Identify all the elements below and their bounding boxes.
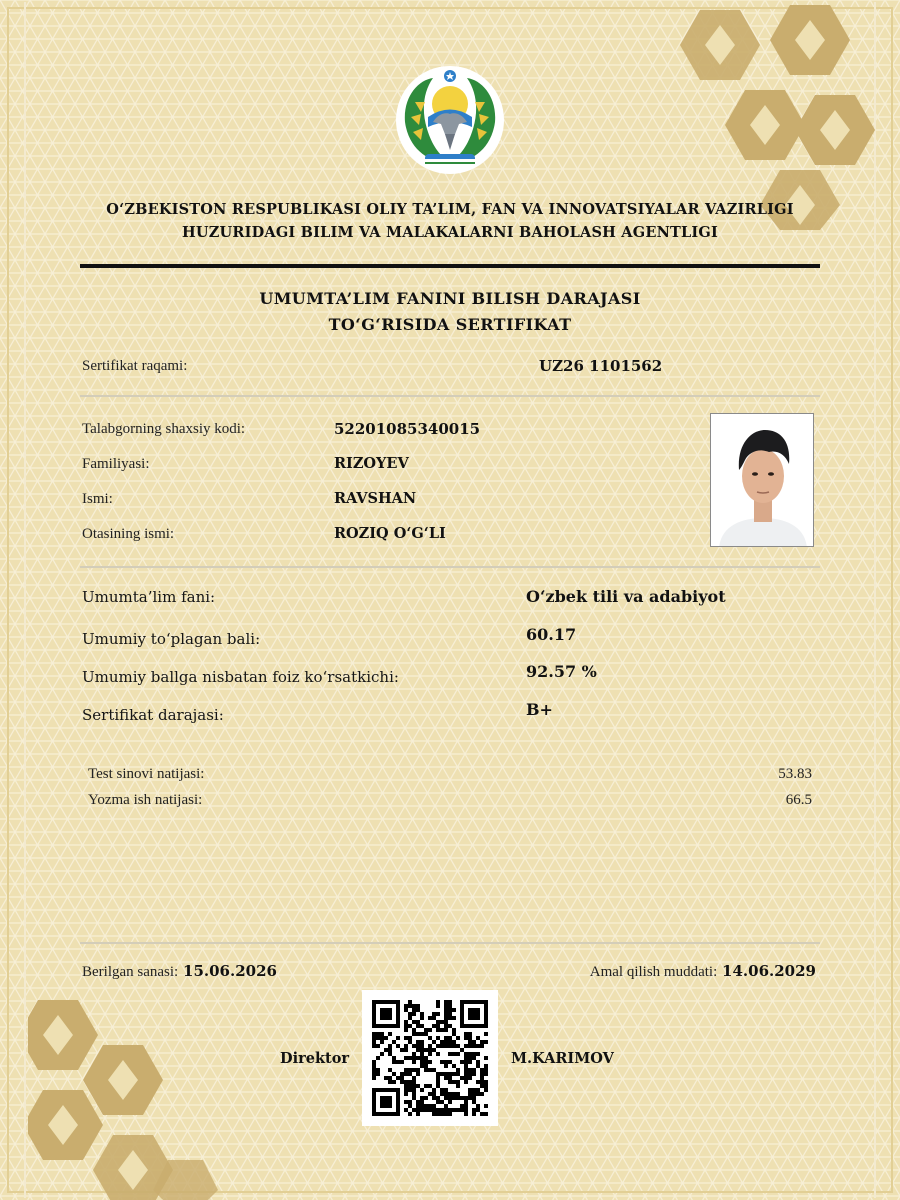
percent-value: 92.57 % (526, 662, 597, 681)
written-result-value: 66.5 (785, 792, 812, 808)
director-title: Direktor (280, 1050, 350, 1067)
written-result-label: Yozma ish natijasi: (88, 792, 203, 808)
name-label: Ismi: (82, 491, 113, 507)
test-result-value: 53.83 (778, 766, 812, 782)
name-value: RAVSHAN (334, 490, 417, 507)
certificate-number-label: Sertifikat raqami: (82, 358, 188, 374)
valid-until (590, 962, 816, 981)
patronymic-value: ROZIQ O‘G‘LI (334, 525, 446, 542)
director-name: M.KARIMOV (511, 1050, 614, 1067)
header-divider (80, 264, 820, 268)
corner-ornament-top-right (640, 0, 880, 230)
divider (80, 942, 820, 944)
divider (80, 566, 820, 568)
ministry-header-line2: HUZURIDAGI BILIM VA MALAKALARNI BAHOLASH AGENTLIGI (182, 224, 718, 241)
subject-value: O‘zbek tili va adabiyot (526, 587, 726, 606)
total-score-value: 60.17 (526, 625, 577, 644)
certificate-title-line2: TO‘G‘RISIDA SERTIFIKAT (328, 315, 572, 334)
ministry-header (60, 198, 840, 244)
certificate-number: UZ26 1101562 (539, 357, 663, 375)
surname-value: RIZOYEV (334, 455, 409, 472)
qr-code (362, 990, 498, 1126)
issued-date-label: Berilgan sanasi: (82, 964, 179, 980)
percent-label: Umumiy ballga nisbatan foiz ko‘rsatkichi: (82, 668, 399, 686)
issued-date (82, 962, 277, 981)
pin-value: 52201085340015 (334, 420, 481, 438)
state-emblem-logo (393, 62, 507, 176)
patronymic-label: Otasining ismi: (82, 526, 175, 542)
level-label: Sertifikat darajasi: (82, 706, 224, 724)
applicant-photo (710, 413, 814, 547)
test-result-label: Test sinovi natijasi: (88, 766, 205, 782)
total-score-label: Umumiy to‘plagan bali: (82, 630, 261, 648)
issued-date-value: 15.06.2026 (183, 962, 277, 980)
divider (80, 395, 820, 397)
certificate-title (150, 286, 750, 338)
subject-label: Umumta’lim fani: (82, 588, 216, 606)
pin-label: Talabgorning shaxsiy kodi: (82, 421, 246, 437)
corner-ornament-bottom-left (28, 990, 228, 1200)
valid-until-label: Amal qilish muddati: (589, 964, 718, 980)
certificate-title-line1: UMUMTA’LIM FANINI BILISH DARAJASI (259, 289, 641, 308)
valid-until-value: 14.06.2029 (722, 962, 816, 980)
surname-label: Familiyasi: (82, 456, 150, 472)
level-value: B+ (526, 700, 553, 719)
ministry-header-line1: O‘ZBEKISTON RESPUBLIKASI OLIY TA’LIM, FAN VA INNOVATSIYALAR VAZIRLIGI (106, 201, 794, 218)
